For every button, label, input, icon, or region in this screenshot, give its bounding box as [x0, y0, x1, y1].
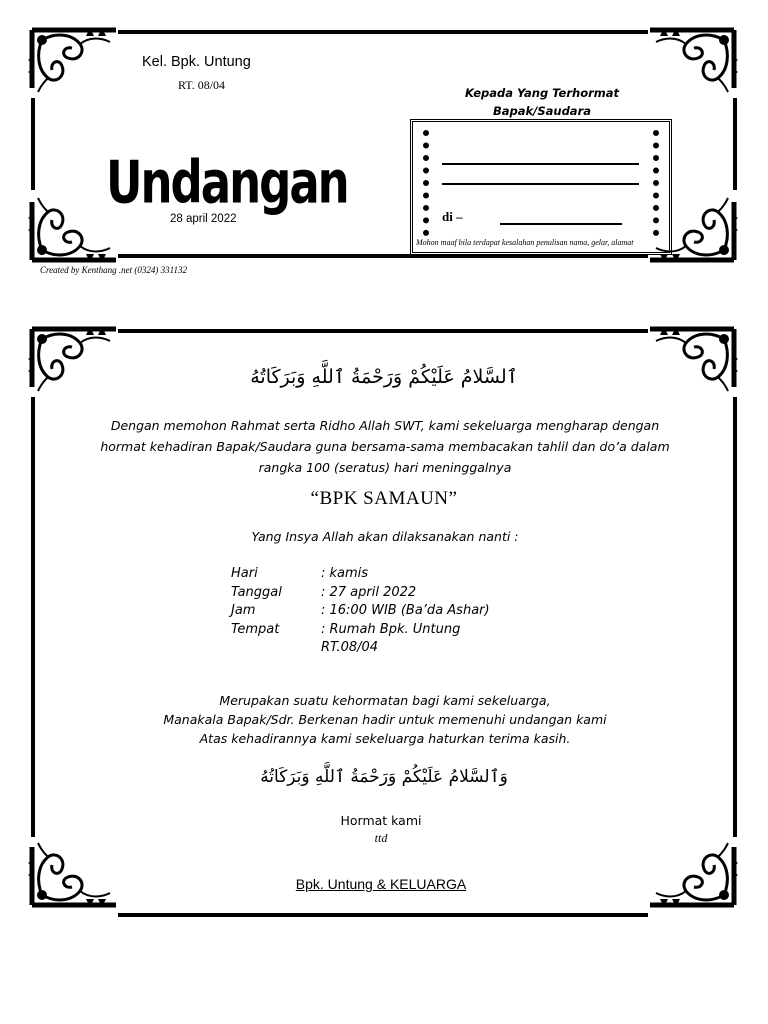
recipient-heading-line1: Kepada Yang Terhormat [464, 86, 620, 100]
recipient-heading [412, 84, 672, 120]
corner-ornament-top-left [26, 22, 121, 94]
sender-name: Kel. Bpk. Untung [142, 54, 251, 70]
frame-top-line [118, 329, 648, 333]
envelope-card [0, 0, 768, 285]
recipient-name-line-2 [442, 183, 639, 185]
detail-key: Tanggal [231, 584, 282, 600]
invitation-title: Undangan [106, 148, 348, 217]
recipient-name-line-1 [442, 163, 639, 165]
frame-right-line [733, 98, 737, 190]
intro-line-2: hormat kehadiran Bapak/Saudara guna bersama-sama membacakan tahlil dan do’a dalam [100, 439, 670, 454]
regards-text: Hormat kami [340, 813, 422, 828]
detail-value: : 27 april 2022 [321, 584, 417, 600]
address-box [410, 119, 672, 255]
intro-line-1: Dengan memohon Rahmat serta Ridho Allah SWT, kami sekeluarga mengharap dengan [110, 418, 660, 433]
address-note: Mohon maaf bila terdapat kesalahan penulisan nama, gelar, alamat [416, 238, 634, 247]
deceased-name: “BPK SAMAUN” [310, 488, 458, 509]
family-signature: Bpk. Untung & KELUARGA [295, 876, 467, 892]
intro-line-3: rangka 100 (seratus) hari meninggalnya [258, 460, 512, 475]
frame-top-line [118, 30, 648, 34]
address-line [500, 223, 622, 225]
closing-line-1: Merupakan suatu kehormatan bagi kami sekeluarga, [219, 693, 551, 708]
recipient-heading-line2: Bapak/Saudara [492, 104, 592, 118]
detail-row-time [231, 602, 490, 621]
detail-value: : kamis [321, 566, 369, 581]
detail-key: Jam [231, 603, 256, 618]
sender-rt: RT. 08/04 [178, 78, 226, 92]
detail-key [231, 639, 321, 658]
detail-value: : Rumah Bpk. Untung [321, 621, 461, 637]
detail-value: : 16:00 WIB (Ba’da Ashar) [321, 603, 490, 618]
detail-key: Tempat [231, 621, 280, 637]
closing-paragraph [60, 691, 710, 748]
salam-closing: وَٱلسَّلامُ عَلَيْكُمْ وَرَحْمَةُ ٱللَّهِ وَبَرَكَاتُهُ [260, 767, 508, 787]
detail-row-day [231, 565, 490, 584]
closing-line-3: Atas kehadirannya kami sekeluarga haturkan terima kasih. [199, 731, 571, 746]
detail-row-place-rt [231, 639, 490, 658]
address-di-label: di – [442, 209, 463, 224]
schedule-intro: Yang Insya Allah akan dilaksanakan nanti : [251, 529, 519, 544]
detail-row-place [231, 621, 490, 640]
frame-left-line [31, 98, 35, 190]
salam-opening: ٱلسَّلامُ عَلَيْكُمْ وَرَحْمَةُ ٱللَّهِ وَبَرَكَاتُهُ [250, 366, 518, 388]
event-details [231, 565, 490, 658]
envelope-date: 28 april 2022 [170, 213, 237, 225]
detail-row-date [231, 584, 490, 603]
detail-value: RT.08/04 [321, 640, 379, 655]
signature-ttd: ttd [374, 831, 388, 845]
frame-bottom-line [118, 913, 648, 917]
closing-line-2: Manakala Bapak/Sdr. Berkenan hadir untuk memenuhi undangan kami [163, 712, 607, 727]
intro-paragraph [60, 415, 710, 478]
credit-text: Created by Kenthang .net (0324) 331132 [40, 265, 187, 275]
detail-key: Hari [231, 566, 258, 581]
